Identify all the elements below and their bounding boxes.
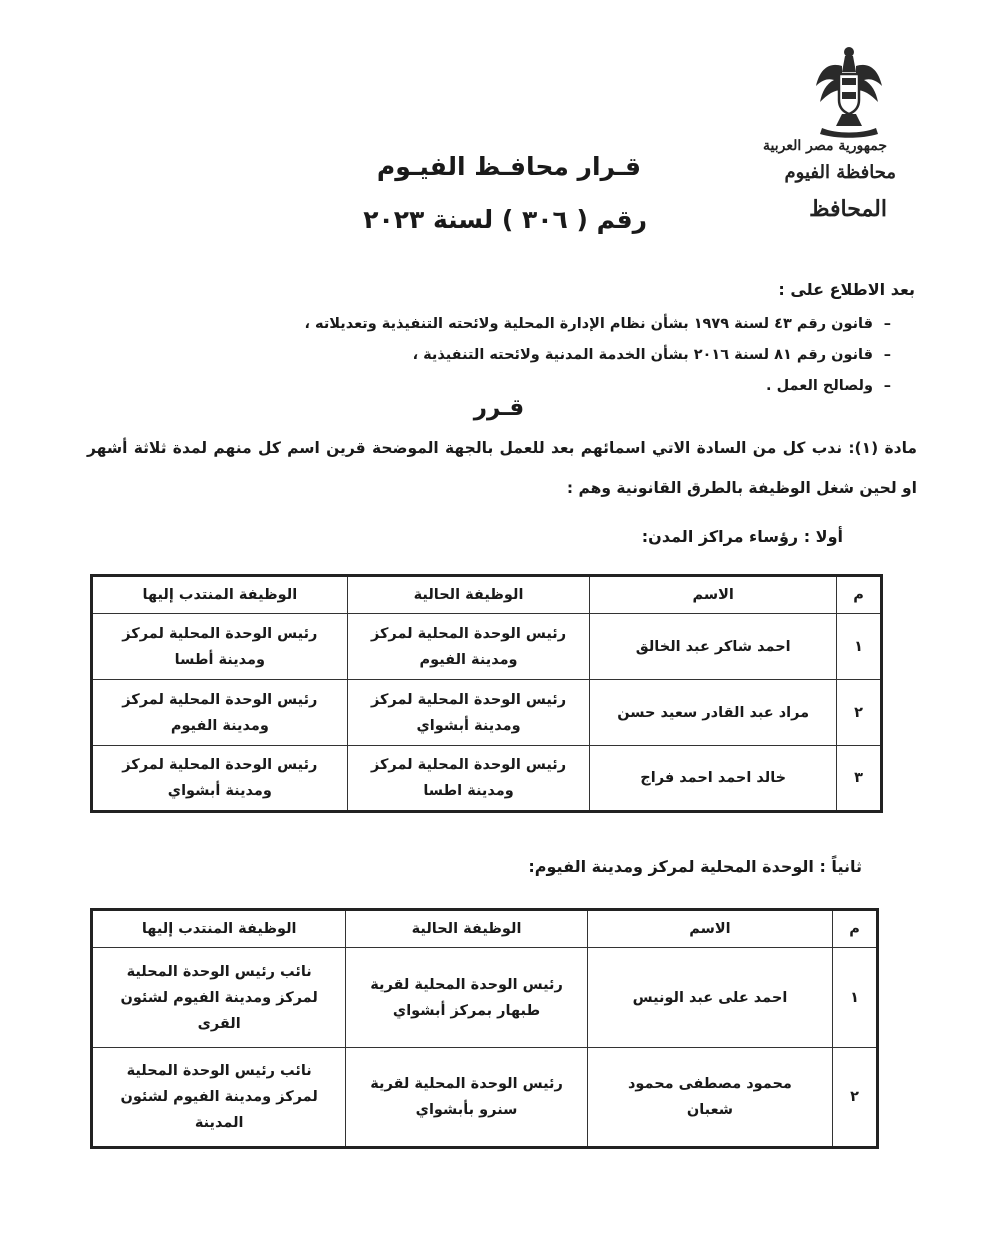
employee-name: محمود مصطفى محمود شعبان	[587, 1048, 832, 1148]
law-item: – قانون رقم ٨١ لسنة ٢٠١٦ بشأن الخدمة المدنية ولائحته التنفيذية ،	[91, 343, 891, 374]
row-number: ٢	[833, 1048, 878, 1148]
employee-name: خالد احمد احمد فراج	[590, 746, 837, 812]
col-header-name: الاسم	[587, 910, 832, 948]
current-job: رئيس الوحدة المحلية لمركز ومدينة اطسا	[347, 746, 590, 812]
col-header-name: الاسم	[590, 576, 837, 614]
target-job: رئيس الوحدة المحلية لمركز ومدينة الفيوم	[92, 680, 348, 746]
egypt-eagle-emblem-icon	[812, 42, 886, 140]
current-job: رئيس الوحدة المحلية لقرية طبهار بمركز أبشواي	[346, 948, 587, 1048]
table-row	[92, 1048, 878, 1148]
col-header-number: م	[837, 576, 882, 614]
list-dash: –	[883, 316, 891, 332]
target-job: رئيس الوحدة المحلية لمركز ومدينة أبشواي	[92, 746, 348, 812]
table-row	[92, 948, 878, 1048]
employee-name: احمد على عبد الونيس	[587, 948, 832, 1048]
row-number: ٣	[837, 746, 882, 812]
target-job: نائب رئيس الوحدة المحلية لمركز ومدينة الفيوم لشئون المدينة	[92, 1048, 346, 1148]
target-job: رئيس الوحدة المحلية لمركز ومدينة أطسا	[92, 614, 348, 680]
employee-name: مراد عبد القادر سعيد حسن	[590, 680, 837, 746]
section-2-title: ثانياً : الوحدة المحلية لمركز ومدينة الفيوم:	[528, 857, 862, 876]
target-job: نائب رئيس الوحدة المحلية لمركز ومدينة الفيوم لشئون القرى	[92, 948, 346, 1048]
letterhead-country: جمهورية مصر العربية	[763, 138, 887, 154]
row-number: ١	[837, 614, 882, 680]
section-1-title: أولا : رؤساء مراكز المدن:	[641, 527, 843, 546]
current-job: رئيس الوحدة المحلية لقرية سنرو بأبشواي	[346, 1048, 587, 1148]
current-job: رئيس الوحدة المحلية لمركز ومدينة الفيوم	[347, 614, 590, 680]
law-list	[91, 312, 891, 405]
employee-name: احمد شاكر عبد الخالق	[590, 614, 837, 680]
row-number: ٢	[837, 680, 882, 746]
col-header-number: م	[833, 910, 878, 948]
col-header-target-job: الوظيفة المنتدب إليها	[92, 576, 348, 614]
table-row	[92, 680, 882, 746]
table-row	[92, 746, 882, 812]
city-heads-table	[90, 574, 883, 813]
col-header-current-job: الوظيفة الحالية	[347, 576, 590, 614]
list-dash: –	[883, 347, 891, 363]
law-item: – قانون رقم ٤٣ لسنة ١٩٧٩ بشأن نظام الإدارة المحلية ولائحته التنفيذية وتعديلاته ،	[91, 312, 891, 343]
letterhead-governorate: محافظة الفيوم	[784, 162, 896, 183]
letterhead-office: المحافظ	[809, 196, 887, 222]
decided-heading: قـرر	[473, 395, 525, 421]
list-dash: –	[883, 378, 891, 394]
decree-number: رقم ( ٣٠٦ ) لسنة ٢٠٢٣	[363, 205, 647, 234]
row-number: ١	[833, 948, 878, 1048]
article-1: مادة (١): ندب كل من السادة الاتي اسمائهم بعد للعمل بالجهة الموضحة قرين اسم كل منهم لمدة ثلاثة أشهر او لحين شغل الوظيفة بالطرق القانونية وهم :	[87, 439, 917, 497]
col-header-target-job: الوظيفة المنتدب إليها	[92, 910, 346, 948]
fayoum-unit-table	[90, 908, 879, 1149]
preamble: بعد الاطلاع على :	[778, 280, 915, 299]
col-header-current-job: الوظيفة الحالية	[346, 910, 587, 948]
table-row	[92, 614, 882, 680]
table-header-row	[92, 576, 882, 614]
law-item: – ولصالح العمل .	[91, 374, 891, 405]
table-header-row	[92, 910, 878, 948]
current-job: رئيس الوحدة المحلية لمركز ومدينة أبشواي	[347, 680, 590, 746]
decree-title: قـرار محافـظ الفيـوم	[376, 152, 641, 181]
